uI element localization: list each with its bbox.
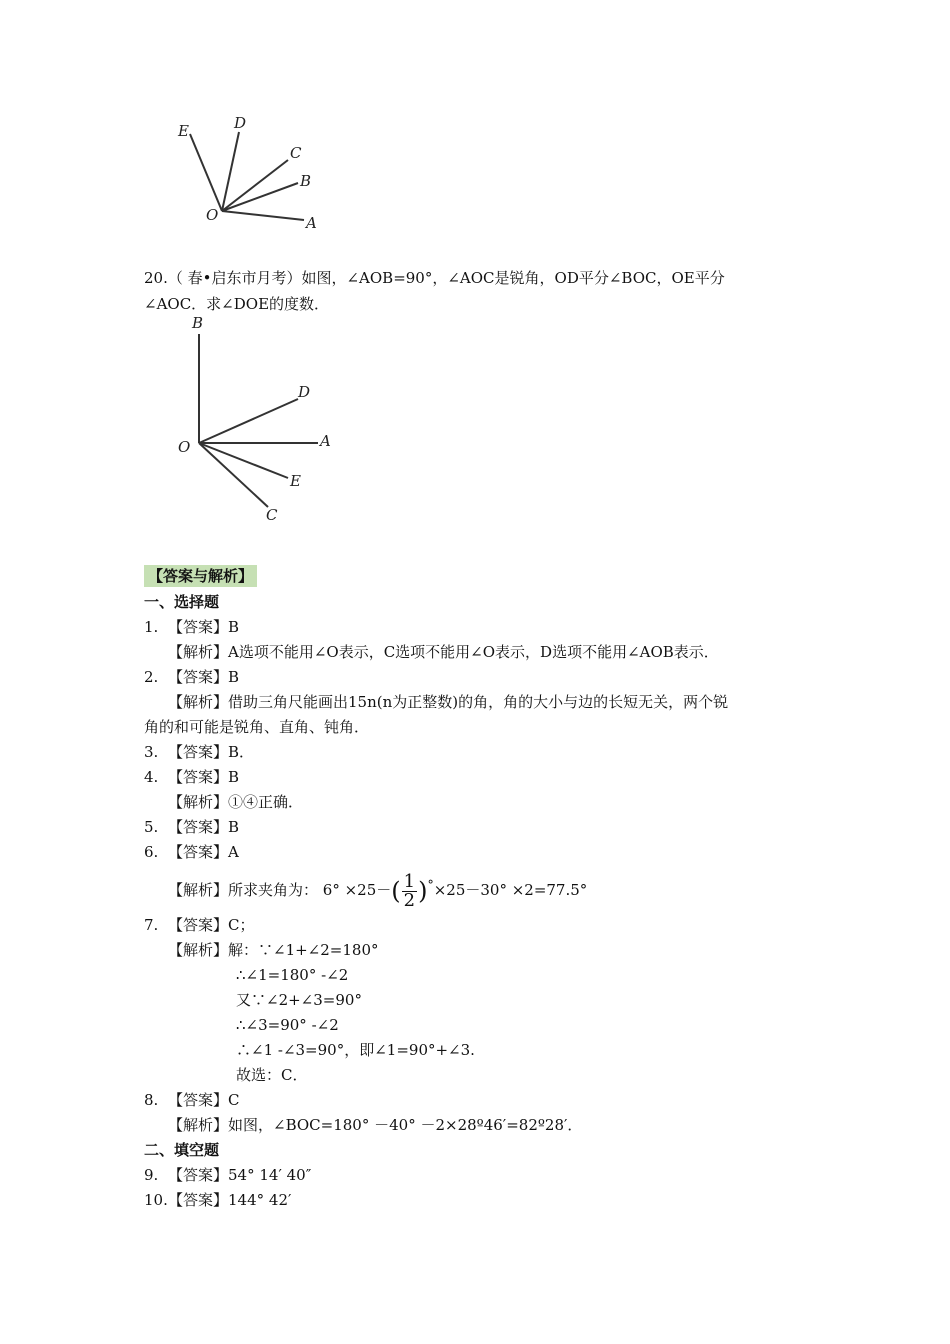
analysis-1: 【解析】A选项不能用∠O表示，C选项不能用∠O表示，D选项不能用∠AOB表示． xyxy=(168,643,719,661)
paren-open: ( xyxy=(391,877,401,905)
analysis-2-line2: 角的和可能是锐角、直角、钝角． xyxy=(144,718,370,736)
answer-7 xyxy=(144,915,254,935)
answer-9 xyxy=(144,1165,311,1185)
label-A: A xyxy=(306,214,317,232)
answer-number: 10. xyxy=(144,1191,168,1209)
figure-2-svg xyxy=(174,312,344,527)
fraction-one-half xyxy=(402,870,417,911)
answer-1 xyxy=(144,617,239,637)
ray-OE xyxy=(199,443,288,478)
figure-1-svg xyxy=(170,108,330,238)
answer-number: 2. xyxy=(144,668,159,686)
fraction-denominator: 2 xyxy=(403,889,416,911)
ray-OC xyxy=(199,443,268,507)
analysis-6-suffix: ×25－30° ×2=77.5° xyxy=(433,881,588,899)
analysis-7-step2: 又∵∠2+∠3=90° xyxy=(236,991,362,1009)
answer-text: 【答案】144° 42′ xyxy=(168,1191,292,1209)
label-A: A xyxy=(320,432,331,450)
answer-text: 【答案】54° 14′ 40″ xyxy=(168,1166,312,1184)
answer-number: 1. xyxy=(144,618,159,636)
answer-number: 6. xyxy=(144,843,159,861)
answer-6 xyxy=(144,842,239,862)
label-O: O xyxy=(178,438,191,456)
ray-OB xyxy=(222,183,298,211)
answer-text: 【答案】A xyxy=(168,843,239,861)
answer-number: 4. xyxy=(144,768,159,786)
answer-text: 【答案】B xyxy=(168,768,240,786)
label-B: B xyxy=(192,314,204,332)
analysis-7: 【解析】解：∵∠1+∠2=180° xyxy=(168,941,379,959)
section-choice: 一、选择题 xyxy=(144,593,220,611)
answer-number: 5. xyxy=(144,818,159,836)
label-O: O xyxy=(206,206,219,224)
label-B: B xyxy=(300,172,312,190)
figure-2-rays xyxy=(174,312,344,527)
label-C: C xyxy=(266,506,278,524)
answer-2 xyxy=(144,667,239,687)
analysis-4: 【解析】①④正确． xyxy=(168,793,304,811)
analysis-6 xyxy=(168,864,587,912)
analysis-7-step4: ∴∠1 -∠3=90°，即∠1=90°+∠3. xyxy=(236,1041,475,1059)
section-fill: 二、填空题 xyxy=(144,1141,220,1159)
answer-4 xyxy=(144,767,239,787)
ray-OA xyxy=(222,211,304,220)
answer-text: 【答案】B． xyxy=(168,743,255,761)
q20-text-1: （ 春•启东市月考）如图，∠AOB=90°，∠AOC是锐角，OD平分∠BOC，OE平分 xyxy=(167,269,725,287)
answer-number: 3. xyxy=(144,743,159,761)
analysis-7-step5: 故选：C． xyxy=(236,1066,308,1084)
label-E: E xyxy=(290,472,301,490)
q20-line2: ∠AOC．求∠DOE的度数． xyxy=(144,295,330,313)
ray-OE xyxy=(190,134,222,211)
q20-number: 20. xyxy=(144,269,168,287)
answer-5 xyxy=(144,817,239,837)
analysis-7-step3: ∴∠3=90° -∠2 xyxy=(236,1016,339,1034)
label-C: C xyxy=(290,144,302,162)
degree-sign: ° xyxy=(427,877,434,892)
answer-10 xyxy=(144,1190,291,1210)
analysis-8: 【解析】如图，∠BOC=180° －40° －2×28º46′=82º28′． xyxy=(168,1116,583,1134)
analysis-7-step1: ∴∠1=180° -∠2 xyxy=(236,966,349,984)
answer-number: 8. xyxy=(144,1091,159,1109)
fraction-numerator: 1 xyxy=(403,870,416,892)
q20-line1 xyxy=(144,268,725,288)
answer-3 xyxy=(144,742,254,762)
answer-text: 【答案】B xyxy=(168,818,240,836)
figure-1-rays xyxy=(170,108,330,238)
answer-text: 【答案】B xyxy=(168,668,240,686)
label-E: E xyxy=(178,122,189,140)
answer-number: 7. xyxy=(144,916,159,934)
answer-text: 【答案】C xyxy=(168,1091,240,1109)
answer-8 xyxy=(144,1090,239,1110)
answers-heading: 【答案与解析】 xyxy=(144,565,257,587)
analysis-6-prefix: 【解析】所求夹角为： 6° ×25－ xyxy=(168,881,392,899)
answer-text: 【答案】B xyxy=(168,618,240,636)
label-D: D xyxy=(234,114,247,132)
answer-text: 【答案】C； xyxy=(168,916,255,934)
paren-close: ) xyxy=(418,877,428,905)
answer-number: 9. xyxy=(144,1166,159,1184)
analysis-2-line1: 【解析】借助三角尺能画出15n(n为正整数)的角，角的大小与边的长短无关，两个锐 xyxy=(168,693,729,711)
ray-OD xyxy=(199,399,298,443)
label-D: D xyxy=(298,383,311,401)
